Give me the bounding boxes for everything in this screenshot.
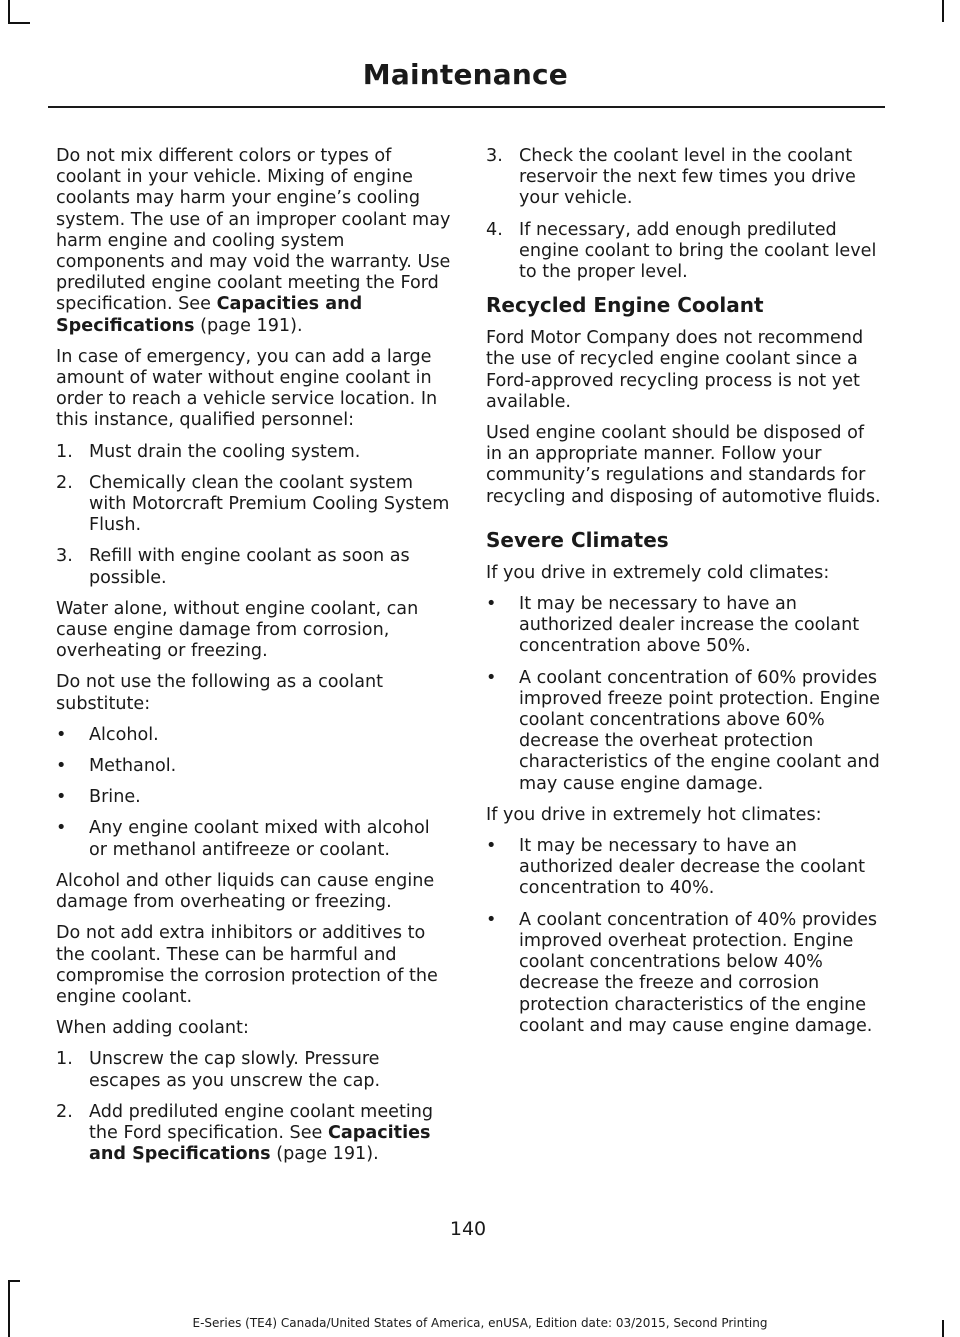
hot-climate-list xyxy=(486,836,882,1037)
cold-climate-list xyxy=(486,594,882,795)
list-item: 1. Unscrew the cap slowly. Pressure escapes as you unscrew the cap. xyxy=(56,1049,381,1091)
capacities-link[interactable]: Capacities and Specifications xyxy=(56,294,363,336)
list-item: • Methanol. xyxy=(56,756,177,777)
paragraph-recycled-2: Used engine coolant should be disposed of in an appropriate manner. Follow your community’s regulations and standards for recycling and disposing of automotive fluids. xyxy=(486,423,881,507)
page-title: Maintenance xyxy=(362,58,568,91)
list-item: 3. Refill with engine coolant as soon as possible. xyxy=(56,546,410,588)
crop-mark-top-left-h xyxy=(8,22,30,24)
list-item: • It may be necessary to have an authorized dealer decrease the coolant concentration to 40%. xyxy=(486,836,866,899)
paragraph-adding: When adding coolant: xyxy=(56,1018,249,1039)
right-column xyxy=(486,146,882,1047)
paragraph-emergency: In case of emergency, you can add a large amount of water without engine coolant in order to reach a vehicle service location. In this instance, qualified personnel: xyxy=(56,346,438,431)
crop-mark-top-right-v xyxy=(942,0,944,22)
adding-steps-list xyxy=(56,1049,452,1165)
adding-steps-list-continued xyxy=(486,146,882,283)
paragraph-inhibitors: Do not add extra inhibitors or additives to the coolant. These can be harmful and compromise the corrosion protection of the engine coolant. xyxy=(56,923,438,1007)
heading-severe-climates: Severe Climates xyxy=(486,527,669,552)
list-item: • Alcohol. xyxy=(56,724,159,745)
paragraph-alcohol: Alcohol and other liquids can cause engine damage from overheating or freezing. xyxy=(56,870,435,913)
list-item: • A coolant concentration of 40% provides improved overheat protection. Engine coolant concentrations below 40% decrease the freeze and corrosion protection characteristics of the engine coolant and may cause engine damage. xyxy=(486,909,878,1036)
list-item: 4. If necessary, add enough prediluted engine coolant to bring the coolant level to the proper level. xyxy=(486,219,877,283)
paragraph-substitutes: Do not use the following as a coolant substitute: xyxy=(56,672,384,714)
list-item: 2. Add prediluted engine coolant meeting the Ford specification. See Capacities and Specifications (page 191). xyxy=(56,1101,434,1165)
crop-mark-top-left-v xyxy=(8,0,10,22)
heading-recycled-coolant: Recycled Engine Coolant xyxy=(486,293,764,318)
list-item: • A coolant concentration of 60% provides improved freeze point protection. Engine coolant concentrations above 60% decrease the overheat protection characteristics of the engine coolant and may cause engine damage. xyxy=(486,667,880,794)
emergency-steps-list xyxy=(56,442,452,589)
list-item: 1. Must drain the cooling system. xyxy=(56,441,361,462)
list-item: • Brine. xyxy=(56,787,141,808)
paragraph-mixing: Do not mix different colors or types of coolant in your vehicle. Mixing of engine coolants may harm your engine’s cooling system. The use of an improper coolant may harm engine and cooling system components and may void the warranty. Use prediluted engine coolant meeting the Ford specification. See Capacities and Specifications (page 191). xyxy=(56,146,451,336)
page-number: 140 xyxy=(449,1218,487,1240)
list-item: • Any engine coolant mixed with alcohol or methanol antifreeze or coolant. xyxy=(56,818,430,860)
paragraph-cold: If you drive in extremely cold climates: xyxy=(486,562,830,583)
list-item: 3. Check the coolant level in the coolant reservoir the next few times you drive your vehicle. xyxy=(486,146,856,209)
edition-footer: E-Series (TE4) Canada/United States of America, enUSA, Edition date: 03/2015, Second Printing xyxy=(192,1316,768,1330)
header-rule xyxy=(48,106,885,108)
paragraph-hot: If you drive in extremely hot climates: xyxy=(486,804,822,825)
list-item: • It may be necessary to have an authorized dealer increase the coolant concentration above 50%. xyxy=(486,594,860,657)
left-column xyxy=(56,146,452,1175)
paragraph-water-alone: Water alone, without engine coolant, can cause engine damage from corrosion, overheating or freezing. xyxy=(56,598,419,662)
capacities-link[interactable]: Capacities and Specifications xyxy=(89,1122,431,1165)
substitutes-list xyxy=(56,725,452,861)
paragraph-recycled-1: Ford Motor Company does not recommend the use of recycled engine coolant since a Ford-approved recycling process is not yet available. xyxy=(486,328,864,412)
crop-mark-bottom-left-h xyxy=(8,1280,20,1282)
list-item: 2. Chemically clean the coolant system with Motorcraft Premium Cooling System Flush. xyxy=(56,472,450,536)
